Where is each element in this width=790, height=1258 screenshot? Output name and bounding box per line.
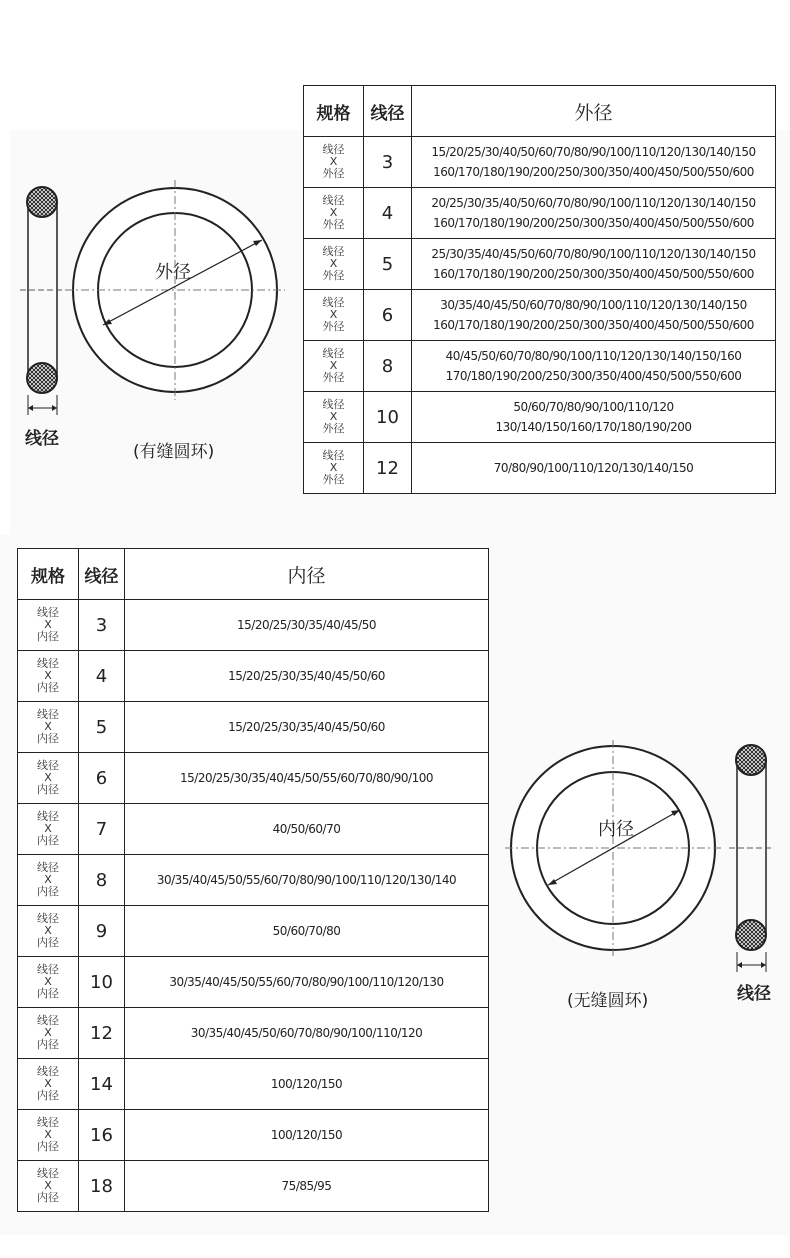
inner-diameter-sizes-cell: 15/20/25/30/35/40/45/50/60 xyxy=(125,651,489,702)
seamed-ring-caption: (有缝圆环) xyxy=(133,442,215,462)
table-row xyxy=(18,753,489,804)
spec-label-line2: X xyxy=(329,410,338,423)
sizes-line2: 130/140/150/160/170/180/190/200 xyxy=(495,420,692,434)
outer-diameter-label: 外径 xyxy=(155,262,191,283)
spec-label-line2: X xyxy=(44,822,52,835)
spec-label xyxy=(18,1059,79,1110)
spec-label xyxy=(18,957,79,1008)
spec-label-line2: X xyxy=(44,618,52,631)
spec-label-line2: X xyxy=(44,771,52,784)
sizes-line1: 15/20/25/30/40/50/60/70/80/90/100/110/120/130/140/150 xyxy=(431,145,756,159)
spec-label-line1: 线径 xyxy=(37,1065,59,1078)
inner-diameter-label: 内径 xyxy=(598,819,634,840)
spec-label-line2: X xyxy=(44,1077,52,1090)
wire-diameter-cell: 6 xyxy=(364,290,412,341)
header-spec: 规格 xyxy=(18,549,79,600)
spec-label xyxy=(18,702,79,753)
spec-label xyxy=(18,1008,79,1059)
wire-diameter-cell: 12 xyxy=(79,1008,125,1059)
outer-diameter-sizes-cell xyxy=(412,443,776,494)
spec-label-line2: X xyxy=(44,1128,52,1141)
sizes-line1: 70/80/90/100/110/120/130/140/150 xyxy=(493,461,694,475)
spec-label-line3: 外径 xyxy=(322,269,345,282)
wire-diameter-cell: 3 xyxy=(79,600,125,651)
seamless-ring-diagram xyxy=(500,740,790,1000)
table-row xyxy=(304,239,776,290)
table-row xyxy=(304,290,776,341)
inner-diameter-sizes-cell: 40/50/60/70 xyxy=(125,804,489,855)
wire-diameter-cell: 4 xyxy=(364,188,412,239)
spec-label-line1: 线径 xyxy=(322,194,345,207)
table-row xyxy=(304,443,776,494)
wire-diameter-cell: 5 xyxy=(364,239,412,290)
wire-diameter-cell: 10 xyxy=(79,957,125,1008)
spec-label-line1: 线径 xyxy=(37,1116,59,1129)
spec-label-line3: 内径 xyxy=(37,1191,59,1204)
spec-label-line2: X xyxy=(44,975,52,988)
sizes-line2: 160/170/180/190/200/250/300/350/400/450/500/550/600 xyxy=(433,318,754,332)
wire-diameter-cell: 16 xyxy=(79,1110,125,1161)
spec-label xyxy=(304,290,364,341)
spec-label-line3: 内径 xyxy=(37,1038,59,1051)
table-row xyxy=(18,1008,489,1059)
spec-label-line1: 线径 xyxy=(37,1014,59,1027)
spec-label xyxy=(18,1110,79,1161)
table-row xyxy=(18,702,489,753)
spec-label xyxy=(18,906,79,957)
outer-diameter-sizes-cell xyxy=(412,341,776,392)
spec-label xyxy=(304,443,364,494)
outer-diameter-sizes-cell xyxy=(412,188,776,239)
inner-diameter-sizes-cell: 15/20/25/30/35/40/45/50/60 xyxy=(125,702,489,753)
seamless-ring-caption: (无缝圆环) xyxy=(567,991,649,1011)
wire-diameter-cell: 18 xyxy=(79,1161,125,1212)
wire-diameter-cell: 9 xyxy=(79,906,125,957)
spec-label-line1: 线径 xyxy=(322,143,345,156)
header-outer-diameter: 外径 xyxy=(412,86,776,137)
spec-label xyxy=(304,137,364,188)
spec-label-line3: 内径 xyxy=(37,681,59,694)
spec-label-line1: 线径 xyxy=(37,963,59,976)
spec-label-line1: 线径 xyxy=(322,398,345,411)
spec-label xyxy=(304,239,364,290)
spec-label-line3: 内径 xyxy=(37,834,59,847)
spec-label-line1: 线径 xyxy=(37,810,59,823)
spec-label-line1: 线径 xyxy=(322,296,345,309)
ring-seamed xyxy=(65,180,285,400)
sizes-line2: 160/170/180/190/200/250/300/350/400/450/500/550/600 xyxy=(433,216,754,230)
inner-diameter-table xyxy=(17,548,489,1212)
spec-label-line3: 内径 xyxy=(37,1140,59,1153)
spec-label-line3: 外径 xyxy=(322,320,345,333)
inner-diameter-sizes-cell: 30/35/40/45/50/60/70/80/90/100/110/120 xyxy=(125,1008,489,1059)
spec-label xyxy=(18,1161,79,1212)
header-inner-diameter: 内径 xyxy=(125,549,489,600)
table-row xyxy=(304,341,776,392)
spec-label-line2: X xyxy=(329,206,338,219)
wire-diameter-cell: 14 xyxy=(79,1059,125,1110)
table-row xyxy=(18,1110,489,1161)
spec-label xyxy=(18,600,79,651)
wire-cross-section xyxy=(20,187,65,415)
table-row xyxy=(304,137,776,188)
table-row xyxy=(18,1059,489,1110)
wire-diameter-cell: 3 xyxy=(364,137,412,188)
spec-label-line1: 线径 xyxy=(37,1167,59,1180)
table-row xyxy=(304,392,776,443)
spec-label-line3: 内径 xyxy=(37,885,59,898)
spec-label-line1: 线径 xyxy=(322,245,345,258)
wire-diameter-cell: 8 xyxy=(364,341,412,392)
table-row xyxy=(18,651,489,702)
spec-label-line3: 外径 xyxy=(322,167,345,180)
spec-label-line2: X xyxy=(329,461,338,474)
spec-label-line1: 线径 xyxy=(37,861,59,874)
spec-label-line1: 线径 xyxy=(37,708,59,721)
wire-diameter-cell: 7 xyxy=(79,804,125,855)
spec-label-line3: 外径 xyxy=(322,473,345,486)
sizes-line1: 50/60/70/80/90/100/110/120 xyxy=(513,400,674,414)
sizes-line2: 160/170/180/190/200/250/300/350/400/450/500/550/600 xyxy=(433,267,754,281)
spec-label-line3: 外径 xyxy=(322,371,345,384)
outer-diameter-sizes-cell xyxy=(412,137,776,188)
spec-label-line3: 外径 xyxy=(322,218,345,231)
wire-diameter-cell: 10 xyxy=(364,392,412,443)
spec-label xyxy=(18,651,79,702)
spec-label-line1: 线径 xyxy=(37,657,59,670)
inner-diameter-sizes-cell: 50/60/70/80 xyxy=(125,906,489,957)
spec-label-line3: 内径 xyxy=(37,987,59,1000)
spec-label-line1: 线径 xyxy=(322,449,345,462)
spec-label xyxy=(304,341,364,392)
inner-diameter-sizes-cell: 100/120/150 xyxy=(125,1059,489,1110)
inner-diameter-sizes-cell: 100/120/150 xyxy=(125,1110,489,1161)
inner-diameter-sizes-cell: 15/20/25/30/35/40/45/50 xyxy=(125,600,489,651)
spec-label-line2: X xyxy=(44,1026,52,1039)
wire-diameter-label: 线径 xyxy=(737,984,771,1004)
table-row xyxy=(18,1161,489,1212)
inner-diameter-sizes-cell: 30/35/40/45/50/55/60/70/80/90/100/110/120/130/140 xyxy=(125,855,489,906)
ring-seamless xyxy=(505,740,722,958)
wire-diameter-cell: 4 xyxy=(79,651,125,702)
wire-diameter-cell: 8 xyxy=(79,855,125,906)
table-row xyxy=(304,188,776,239)
spec-label xyxy=(18,804,79,855)
spec-label-line3: 内径 xyxy=(37,732,59,745)
spec-label xyxy=(304,188,364,239)
table-row xyxy=(18,957,489,1008)
table-row xyxy=(18,804,489,855)
spec-label xyxy=(18,855,79,906)
outer-diameter-table xyxy=(303,85,776,494)
spec-label-line3: 内径 xyxy=(37,783,59,796)
spec-label-line2: X xyxy=(329,359,338,372)
wire-diameter-cell: 5 xyxy=(79,702,125,753)
inner-diameter-sizes-cell: 15/20/25/30/35/40/45/50/55/60/70/80/90/100 xyxy=(125,753,489,804)
inner-diameter-sizes-cell: 30/35/40/45/50/55/60/70/80/90/100/110/120/130 xyxy=(125,957,489,1008)
spec-label-line2: X xyxy=(44,873,52,886)
outer-diameter-sizes-cell xyxy=(412,239,776,290)
spec-label-line1: 线径 xyxy=(37,759,59,772)
table-row xyxy=(18,600,489,651)
wire-diameter-label: 线径 xyxy=(25,429,59,449)
outer-diameter-sizes-cell xyxy=(412,290,776,341)
spec-label-line2: X xyxy=(329,257,338,270)
table-row xyxy=(18,906,489,957)
spec-label-line3: 外径 xyxy=(322,422,345,435)
spec-label-line2: X xyxy=(329,155,338,168)
wire-diameter-cell: 6 xyxy=(79,753,125,804)
spec-label-line3: 内径 xyxy=(37,1089,59,1102)
inner-diameter-sizes-cell: 75/85/95 xyxy=(125,1161,489,1212)
spec-label-line3: 内径 xyxy=(37,630,59,643)
wire-diameter-cell: 12 xyxy=(364,443,412,494)
spec-label-line3: 内径 xyxy=(37,936,59,949)
spec-label xyxy=(18,753,79,804)
sizes-line2: 170/180/190/200/250/300/350/400/450/500/550/600 xyxy=(445,369,742,383)
spec-label-line1: 线径 xyxy=(37,912,59,925)
header-spec: 规格 xyxy=(304,86,364,137)
sizes-line1: 25/30/35/40/45/50/60/70/80/90/100/110/120/130/140/150 xyxy=(431,247,756,261)
sizes-line1: 30/35/40/45/50/60/70/80/90/100/110/120/130/140/150 xyxy=(440,298,747,312)
spec-label-line2: X xyxy=(44,924,52,937)
spec-label-line1: 线径 xyxy=(37,606,59,619)
spec-label-line1: 线径 xyxy=(322,347,345,360)
outer-diameter-sizes-cell xyxy=(412,392,776,443)
spec-label-line2: X xyxy=(44,720,52,733)
spec-label-line2: X xyxy=(44,669,52,682)
sizes-line1: 40/45/50/60/70/80/90/100/110/120/130/140/150/160 xyxy=(445,349,742,363)
spec-label-line2: X xyxy=(44,1179,52,1192)
header-wire: 线径 xyxy=(364,86,412,137)
spec-label xyxy=(304,392,364,443)
wire-cross-section xyxy=(729,745,774,972)
sizes-line2: 160/170/180/190/200/250/300/350/400/450/500/550/600 xyxy=(433,165,754,179)
header-wire: 线径 xyxy=(79,549,125,600)
spec-label-line2: X xyxy=(329,308,338,321)
sizes-line1: 20/25/30/35/40/50/60/70/80/90/100/110/120/130/140/150 xyxy=(431,196,756,210)
table-row xyxy=(18,855,489,906)
